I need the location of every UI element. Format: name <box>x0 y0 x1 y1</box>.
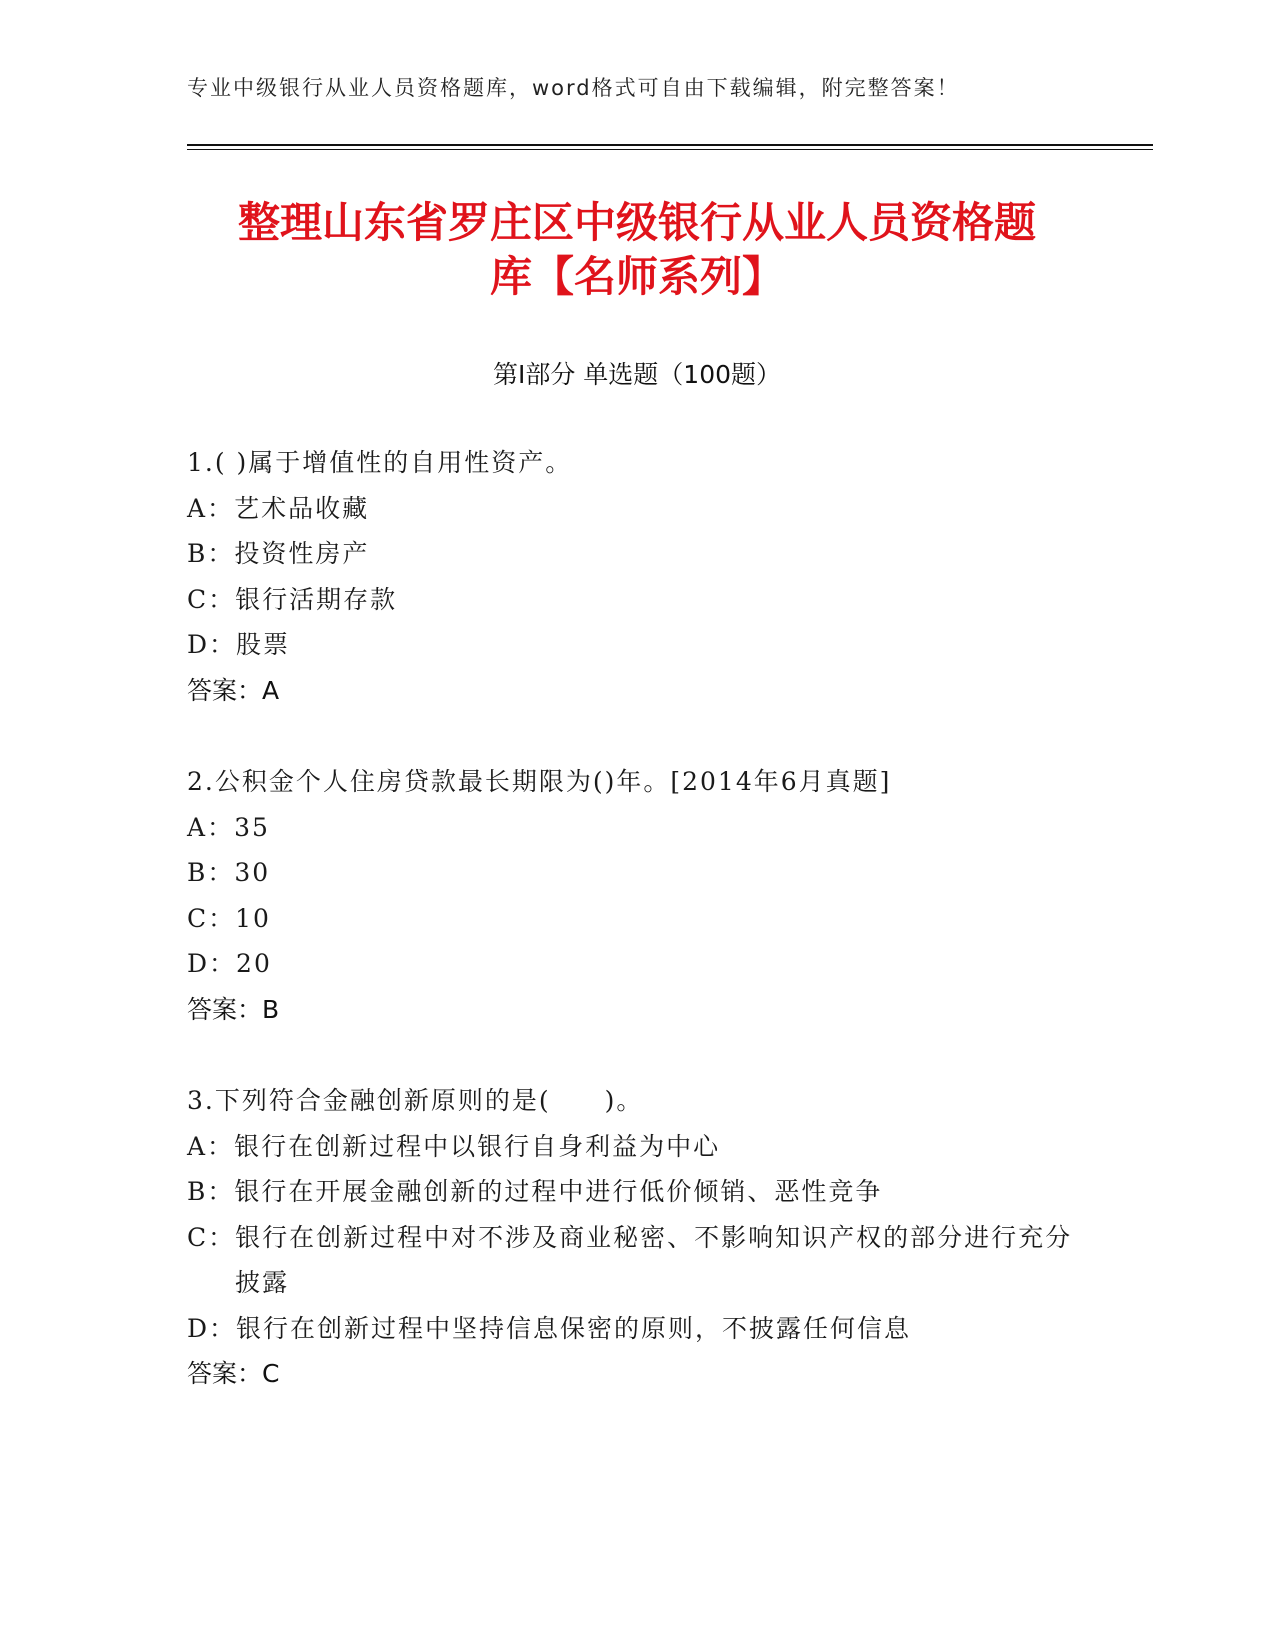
option-c <box>187 577 1087 623</box>
option-text: 银行在开展金融创新的过程中进行低价倾销、恶性竞争 <box>234 1177 883 1206</box>
option-d <box>187 1306 1087 1352</box>
header-note: 专业中级银行从业人员资格题库，word格式可自由下载编辑，附完整答案！ <box>187 76 960 100</box>
option-text: 艺术品收藏 <box>234 493 370 523</box>
option-key: A： <box>187 812 235 842</box>
option-key: D： <box>187 949 237 978</box>
option-a <box>187 1124 1087 1170</box>
option-key: D： <box>187 1313 237 1343</box>
option-key: C： <box>187 584 236 614</box>
section-title: 第Ⅰ部分 单选题（100题） <box>492 360 782 389</box>
option-b <box>187 850 1087 896</box>
option-key: B： <box>187 1177 235 1206</box>
option-text: 银行在创新过程中坚持信息保密的原则，不披露任何信息 <box>236 1313 912 1343</box>
option-key: B： <box>187 858 235 887</box>
option-key: C： <box>187 1222 236 1252</box>
option-text: 银行在创新过程中以银行自身利益为中心 <box>234 1131 721 1161</box>
option-text: 10 <box>235 903 271 933</box>
option-b <box>187 531 1087 577</box>
question-list <box>187 440 1087 1443</box>
answer-line: 答案：A <box>187 675 280 705</box>
answer-line: 答案：C <box>187 1359 280 1388</box>
option-d <box>187 622 1087 668</box>
option-a <box>187 805 1087 851</box>
option-text: 股票 <box>236 630 291 659</box>
answer-line: 答案：B <box>187 994 280 1024</box>
question-item <box>187 759 1087 1032</box>
option-text: 投资性房产 <box>234 539 370 568</box>
option-key: B： <box>187 539 235 568</box>
option-text: 20 <box>236 949 272 978</box>
document-title <box>187 196 1087 304</box>
option-c <box>187 1215 1087 1306</box>
option-text: 银行在创新过程中对不涉及商业秘密、不影响知识产权的部分进行充分披露 <box>235 1222 1073 1297</box>
option-c <box>187 896 1087 942</box>
question-stem: 1.( )属于增值性的自用性资产。 <box>187 448 573 477</box>
document-title-line: 库【名师系列】 <box>489 252 784 301</box>
document-title-line: 整理山东省罗庄区中级银行从业人员资格题 <box>237 198 1036 247</box>
option-a <box>187 486 1087 532</box>
question-stem: 3.下列符合金融创新原则的是( )。 <box>187 1086 644 1115</box>
question-stem: 2.公积金个人住房贷款最长期限为()年。[2014年6月真题] <box>187 767 892 796</box>
option-key: D： <box>187 630 237 659</box>
question-item <box>187 440 1087 713</box>
option-text: 30 <box>234 858 271 887</box>
option-text: 35 <box>234 812 270 842</box>
question-item <box>187 1078 1087 1397</box>
option-d <box>187 941 1087 987</box>
header-rule <box>187 144 1153 150</box>
option-key: C： <box>187 903 236 933</box>
option-key: A： <box>187 493 235 523</box>
option-text: 银行活期存款 <box>235 584 398 614</box>
option-b <box>187 1169 1087 1215</box>
option-key: A： <box>187 1131 235 1161</box>
